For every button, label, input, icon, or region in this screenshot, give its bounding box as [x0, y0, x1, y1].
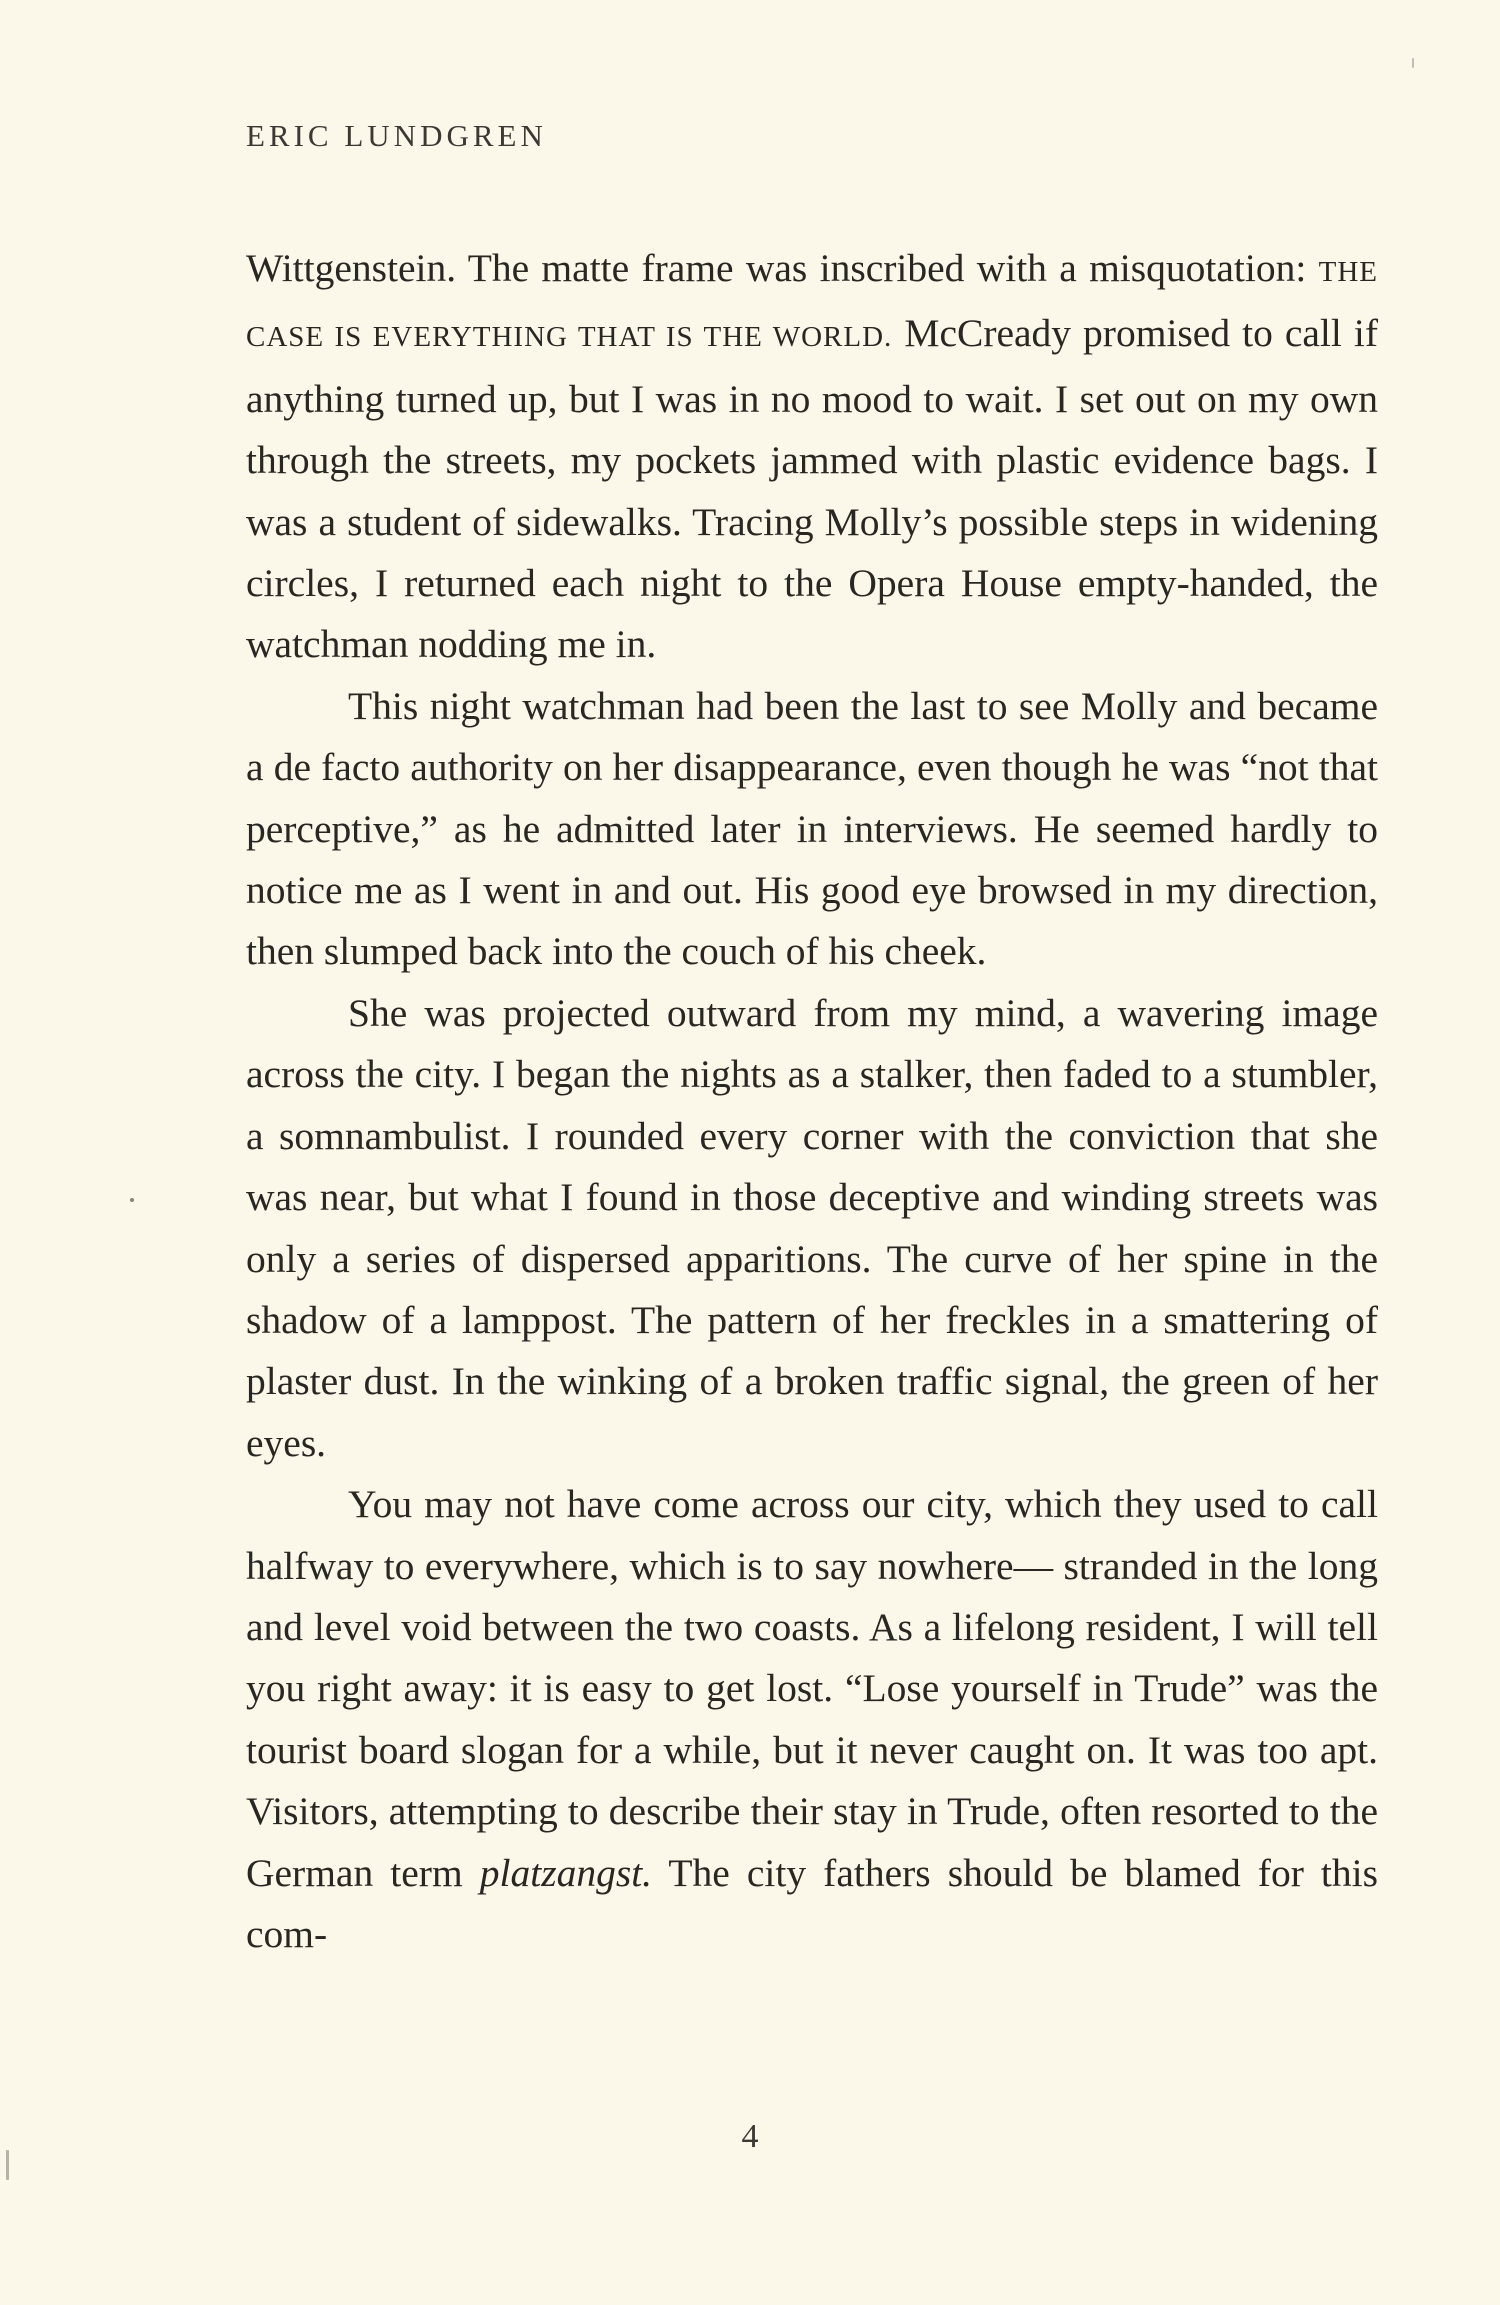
- scan-speck: [1412, 58, 1414, 68]
- scan-speck: [6, 2150, 9, 2180]
- running-head: ERIC LUNDGREN: [246, 118, 547, 153]
- paragraph-4-segment-1: You may not have come across our city, which they used to call halfway to everywhere, which is to say nowhere— stranded in the long and level void between the two coasts. As a lifelong resident, I will tell you right away: it is easy to get lost. “Lose yourself in Trude” was the tourist board slogan for a while, but it never caught on. It was too apt. Visitors, attempting to describe their stay in Trude, often resorted to the German term: [246, 1482, 1378, 1895]
- scan-speck: [130, 1198, 134, 1202]
- paragraph-3: [246, 983, 1378, 1474]
- paragraph-1-quote-smallcaps: THE CASE IS EVERYTHING THAT IS THE WORLD.: [246, 256, 1378, 354]
- body-text: [246, 238, 1378, 1965]
- paragraph-2: [246, 676, 1378, 983]
- paragraph-4: [246, 1474, 1378, 1965]
- paragraph-4-italic-term: platzangst.: [479, 1850, 653, 1895]
- paragraph-1: [246, 238, 1378, 676]
- paragraph-1-segment-1: Wittgenstein. The matte frame was inscribed with a misquotation:: [246, 246, 1319, 290]
- paragraph-4-segment-3: The city fathers should be blamed for this com-: [246, 1850, 1378, 1956]
- paragraph-1-segment-3: McCready promised to call if anything turned up, but I was in no mood to wait. I set out on my own through the streets, my pockets jammed with plastic evidence bags. I was a student of sidewalks. Tracing Molly’s possible steps in widening circles, I returned each night to the Opera House empty-handed, the watchman nodding me in.: [246, 311, 1378, 667]
- paragraph-2-segment-1: This night watchman had been the last to see Molly and became a de facto authority on her disappearance, even though he was “not that perceptive,” as he admitted later in interviews. He seemed hardly to notice me as I went in and out. His good eye browsed in my direction, then slumped back into the couch of his cheek.: [246, 683, 1378, 974]
- page-number: 4: [741, 2118, 759, 2155]
- paragraph-3-segment-1: She was projected outward from my mind, a wavering image across the city. I began the nights as a stalker, then faded to a stumbler, a somnambulist. I rounded every corner with the conviction that she was near, but what I found in those deceptive and winding streets was only a series of dispersed apparitions. The curve of her spine in the shadow of a lamppost. The pattern of her freckles in a smattering of plaster dust. In the winking of a broken traffic signal, the green of her eyes.: [246, 990, 1378, 1465]
